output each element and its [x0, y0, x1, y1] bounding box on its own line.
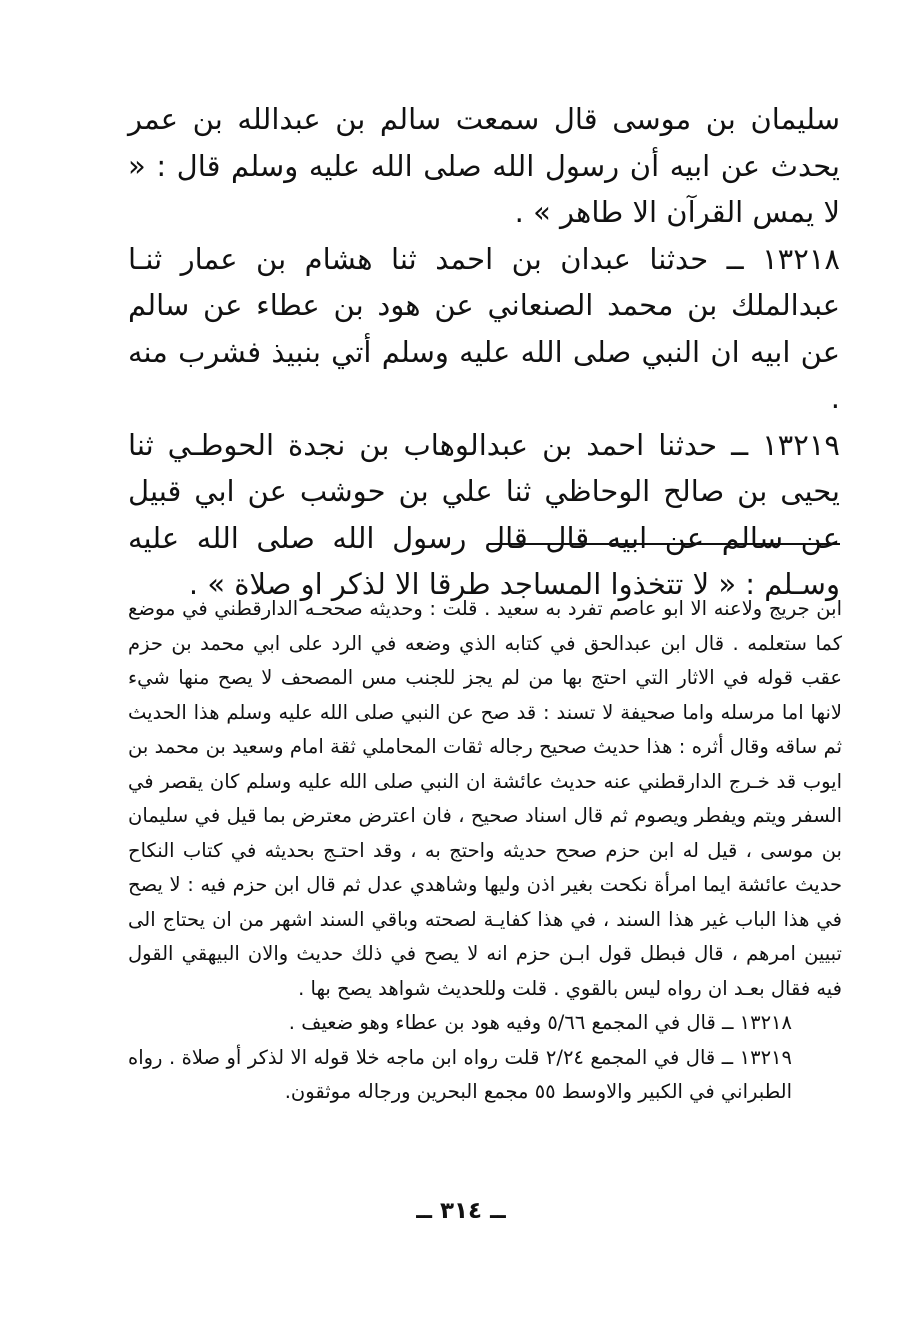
footnote-paragraph-1: ابن جريج ولاعنه الا ابو عاصم تفرد به سعيد . قلت : وحديثه صححـه الدارقطني في موضع كما ستعلمه . قال ابن عبدالحق في كتابه الذي وضعه في الرد على ابي محمد بن حزم عقب قوله في الاثار التي احتج بها من لم يجز للجنب مس المصحف لا يصح منها شيء لانها اما مرسله واما صحيفة لا تسند : قد صح عن النبي صلى الله عليه وسلم هذا الحديث ثم ساقه وقال أثره : هذا حديث صحيح رجاله ثقات المحاملي ثقة امام وسعيد بن محمد بن ايوب قد خـرج الدارقطني عنه حديث عائشة ان النبي صلى الله عليه وسلم كان يقصر في السفر ويتم ويفطر ويصوم ثم قال اسناد صحيح ، فان اعترض معترض بما قيل في سليمان بن موسى ، قيل له ابن حزم صحح حديثه واحتج به ، وقد احتـج بحديثه في كتاب النكاح حديث عائشة ايما امرأة نكحت بغير اذن وليها وشاهدي عدل ثم قال ابن حزم فيه : لا يصح في هذا الباب غير هذا السند ، في هذا كفايـة لصحته وباقي السند اشهر من ان يحتاج الى تبيين امرهم ، قال فبطل قول ابـن حزم انه لا يصح في ذلك حديث والان البيهقي القول فيه فقال بعـد ان رواه ليس بالقوي . قلت وللحديث شواهد يصح بها . — [128, 597, 842, 1000]
main-paragraph-3: ١٣٢١٩ ــ حدثنا احمد بن عبدالوهاب بن نجدة الحوطـي ثنا يحيى بن صالح الوحاظي ثنا علي بن حوشب عن ابي قبيل عن سالم عن ابيه قال قال رسول الله صلى الله عليه وسـلم : « لا تتخذوا المساجد طرقا الا لذكر او صلاة » . — [128, 427, 840, 601]
main-text — [128, 96, 840, 608]
main-paragraph-1: سليمان بن موسى قال سمعت سالم بن عبدالله بن عمر يحدث عن ابيه أن رسول الله صلى الله عليه وسلم قال : « لا يمس القرآن الا طاهر » . — [128, 102, 840, 229]
footnote-paragraph-2: ١٣٢١٨ ــ قال في المجمع ٥/٦٦ وفيه هود بن عطاء وهو ضعيف . — [288, 1011, 792, 1034]
main-paragraph-2: ١٣٢١٨ ــ حدثنا عبدان بن احمد ثنا هشام بن عمار ثنـا عبدالملك بن محمد الصنعاني عن هود بن عطاء عن سالم عن ابيه ان النبي صلى الله عليه وسلم أتي بنبيذ فشرب منه . — [128, 241, 840, 415]
footnote-separator — [488, 543, 840, 545]
footnote-paragraph-3: ١٣٢١٩ ــ قال في المجمع ٢/٢٤ قلت رواه ابن ماجه خلا قوله الا لذكر أو صلاة . رواه الطبراني في الكبير والاوسط ٥٥ مجمع البحرين ورجاله موثقون. — [128, 1045, 792, 1103]
page-number: ــ ٣١٤ ــ — [416, 1198, 506, 1224]
footnotes — [128, 592, 842, 1110]
